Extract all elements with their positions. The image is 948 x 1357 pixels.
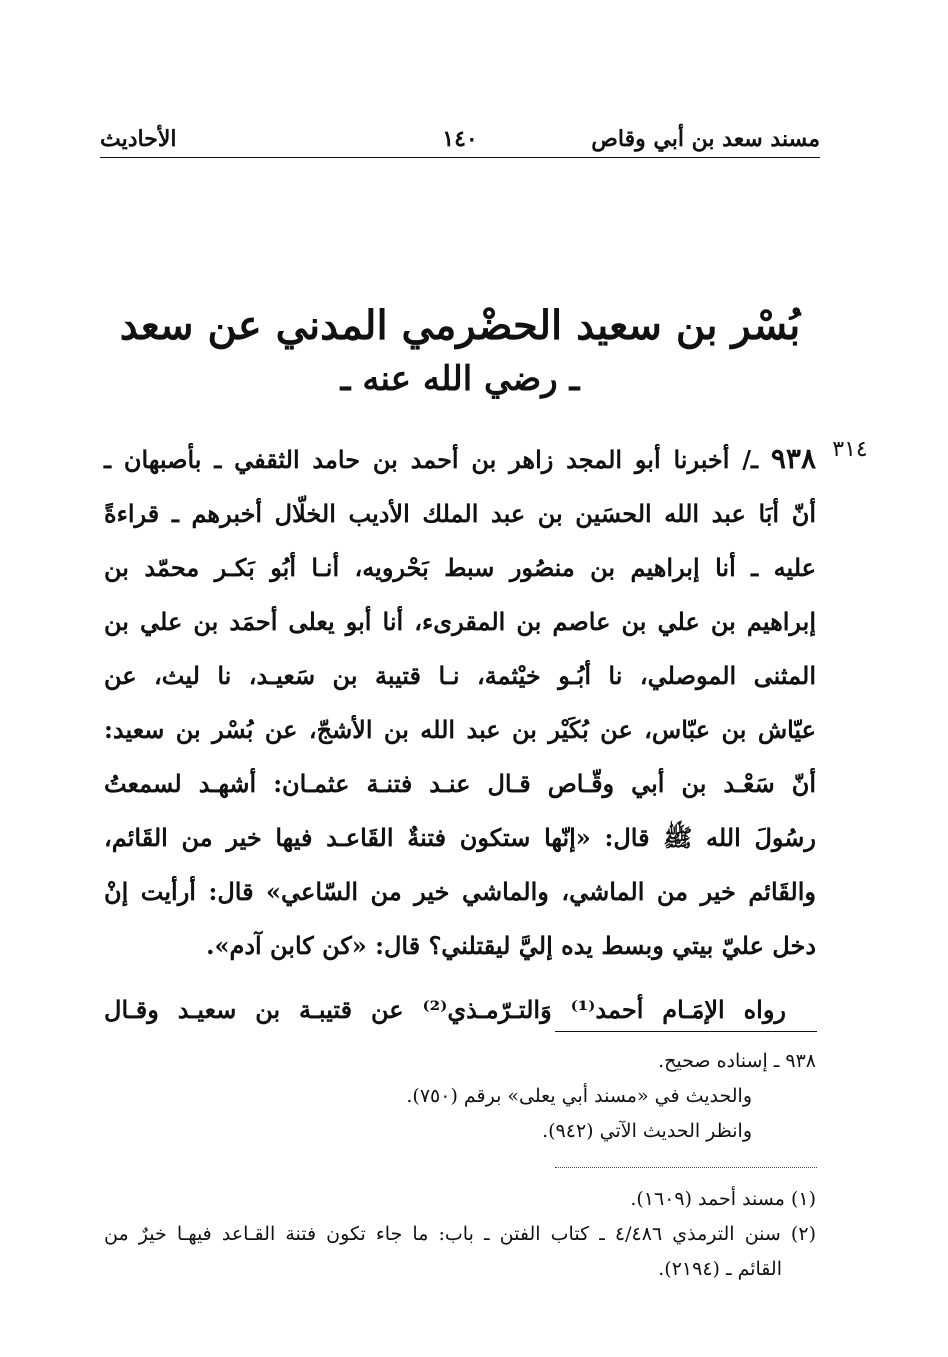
hadith-line-9: والقَائم خير من الماشي، والماشي خير من السّاعي» قال: أرأيت إنْ	[104, 877, 816, 906]
header-rule	[100, 157, 820, 158]
hadith-line-10: دخل عليّ بيتي وبسط يده إليَّ ليقتلني؟ قال: «كن كابن آدم».	[206, 931, 816, 960]
hadith-line-5: المثنى الموصلي، نا أبُـو خيْثمة، نـا قتيبة بن سَعيـد، نا ليث، عن	[104, 661, 816, 690]
hadith-number: ٩٣٨	[770, 442, 816, 475]
hadith-narration-line: رواه الإمَـام أحمد⁽¹⁾ وَالتـرّمـذي⁽²⁾ عن قتيبـة بن سعيـد وقـال	[104, 995, 786, 1024]
footnote-1: (١) مسند أحمد (١٦٠٩).	[630, 1188, 816, 1210]
chapter-title-line1: بُسْر بن سعيد الحضْرمي المدني عن سعد	[119, 302, 801, 349]
note-line-2: والحديث في «مسند أبي يعلى» برقم (٧٥٠).	[406, 1085, 752, 1107]
header-section-title: الأحاديث	[100, 126, 177, 152]
header-book-title: مسند سعد بن أبي وقاص	[591, 126, 820, 152]
footnotes-divider	[555, 1167, 817, 1168]
hadith-line-8: رسُولَ الله ﷺ قال: «إنّها ستكون فتنةٌ القَاعـد فيها خير من القَائم،	[104, 823, 816, 852]
hadith-line-7: أنّ سَعْـد بن أبي وقّـاص قـال عنـد فتنـة عثمـان: أشهـد لسمعتُ	[104, 769, 816, 798]
page-number: ١٤٠	[442, 126, 478, 152]
note-line-1: ٩٣٨ ـ إسناده صحيح.	[658, 1050, 816, 1072]
footnote-2-line2: القائم ـ (٢١٩٤).	[658, 1258, 782, 1280]
editor-notes	[104, 1044, 816, 1149]
note-line-3: وانظر الحديث الآتي (٩٤٢).	[542, 1120, 752, 1142]
footnote-2-line1: (٢) سنن الترمذي ٤/٤٨٦ ـ كتاب الفتن ـ باب: ما جاء تكون فتنة القـاعد فيهـا خيرٌ من	[104, 1223, 816, 1245]
margin-page-reference: ٣١٤	[832, 437, 868, 462]
hadith-line-6: عيّاش بن عبّاس، عن بُكَيْر بن عبد الله بن الأشجّ، عن بُسْر بن سعيد:	[104, 715, 816, 744]
footnotes	[104, 1182, 816, 1287]
notes-divider	[555, 1031, 817, 1032]
hadith-line-4: إبراهيم بن علي بن عاصم بن المقرىء، أنا أبو يعلى أحمَد بن علي بن	[104, 607, 816, 636]
hadith-line-1: ٩٣٨ ـ/ أخبرنا أبو المجد زاهر بن أحمد بن حامد الثقفي ـ بأصبهان ـ	[104, 442, 816, 475]
running-header	[100, 118, 820, 158]
hadith-text	[104, 432, 816, 1037]
chapter-title-line2: ـ رضي الله عنه ـ	[340, 359, 580, 399]
hadith-line-2: أنّ أبَا عبد الله الحسَين بن عبد الملك الأديب الخلّال أخبرهم ـ قراءةً	[104, 499, 816, 528]
chapter-title	[100, 298, 820, 404]
hadith-line-3: عليه ـ أنا إبراهيم بن منصُور سبط بَحْرويه، أنـا أبُو بَكـر محمّد بن	[104, 553, 816, 582]
